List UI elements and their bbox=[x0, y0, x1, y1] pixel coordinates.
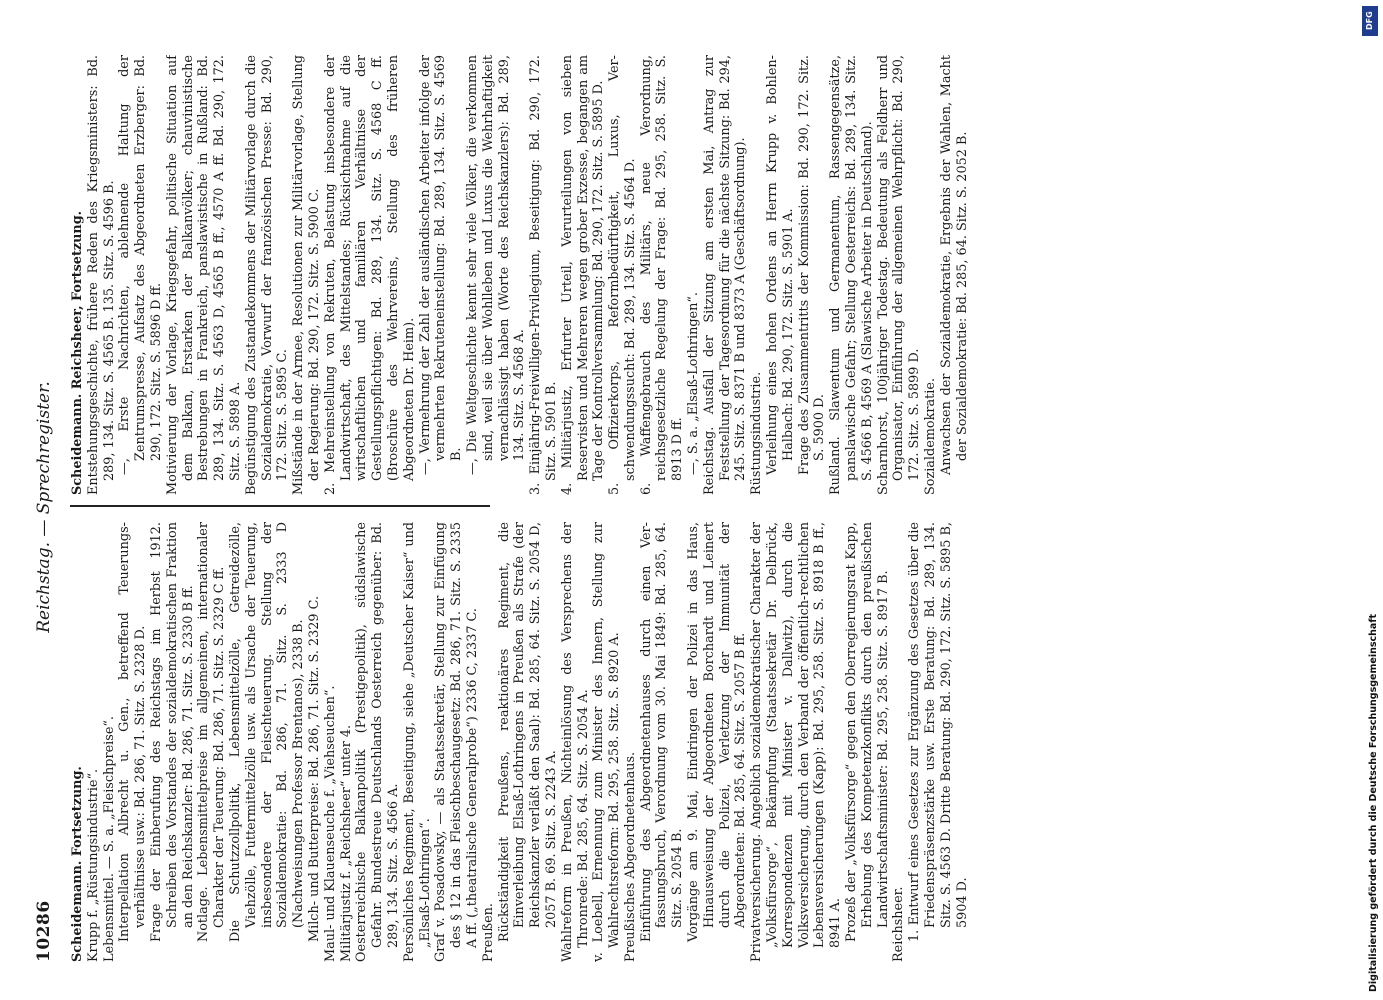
register-entry: —, Die Weltgeschichte kennt sehr viele Völker, die verkommen sind, weil sie über Wohlleben und Luxus die Wehrhaftigkeit vernachlässigt haben (Worte des Reichskanzlers): Bd. 289, 134. Sitz. S. 4568 A. bbox=[464, 55, 528, 475]
register-entry: Privatversicherung. Angeblich sozialdemokratischer Charakter der „Volksfürsorge“, Bekämpfung (Staatssekretär Dr. Delbrück, Korrespondenzen mit Minister v. Dallwitz), durch die Volksversicherung, durch den Verband der öffentlich-rechtlichen Lebensversicherungen (Kapp): Bd. 295, 258. Sitz. S. 8918 B ff., 8941 A. bbox=[749, 522, 844, 962]
register-entry: 4. Militärjustiz, Erfurter Urteil, Verurteilungen von sieben Reservisten und Mehreren wegen grober Exzesse, begangen am Tage der Kontrollversammlung: Bd. 290, 172. Sitz. S. 5895 D. bbox=[559, 55, 607, 495]
digitization-credit: Digitalisierung gefördert durch die Deutsche Forschungsgemeinschaft bbox=[1368, 614, 1379, 992]
register-entry: Vorgänge am 9. Mai, Eindringen der Polizei in das Haus, Hinausweisung der Abgeordneten Borchardt und Leinert durch die Polizei, Verletzung der Immunität der Abgeordneten: Bd. 285, 64. Sitz. S. 2057 B ff. bbox=[686, 522, 749, 942]
register-entry: Reichstag. Ausfall der Sitzung am ersten Mai, Antrag zur Feststellung der Tagesordnung für die nächste Sitzung: Bd. 294, 245. Sitz. S. 8371 B und 8373 A (Geschäftsordnung). bbox=[701, 55, 749, 495]
register-entry: Die Schutzzollpolitik, Lebensmittelzölle, Getreidezölle, Viehzölle, Futtermittelzölle usw. als Ursache der Teuerung, insbesondere der Fleischteuerung. Stellung der Sozialdemokratie: Bd. 286, 71. Sitz. S. 2333 D (Nachweisungen Professor Brentanos), 2338 B. bbox=[227, 522, 307, 942]
register-entry: Graf v. Posadowsky, — als Staatssekretär, Stellung zur Einfügung des § 12 in das Fleischbeschaugesetz: Bd. 286, 71. Sitz. S. 2335 A ff. („theatralische Generalprobe“) 2336 C, 2337 C. bbox=[433, 522, 480, 962]
register-entry: Frage des Zusammentritts der Kommission: Bd. 290, 172. Sitz. S. 5900 D. bbox=[796, 55, 828, 475]
register-entry: Wahlreform in Preußen, Nichteinlösung des Versprechens der Thronrede: Bd. 285, 64. Sitz. S. 2054 A. bbox=[559, 522, 591, 962]
register-entry: Motivierung der Vorlage, Kriegsgefahr, politische Situation auf dem Balkan, Erstarken der Balkanvölker; chauvinistische Bestrebungen in Frankreich, panslawistische in Rußland: Bd. 289, 134. Sitz. S. 4563 D, 4565 B ff., 4570 A ff. Bd. 290, 172. Sitz. S. 5898 A. bbox=[164, 55, 243, 495]
register-entry: 6. Waffengebrauch des Militärs, neue Verordnung, reichsgesetzliche Regelung der Frage: Bd. 295, 258. Sitz. S. 8913 D ff. bbox=[638, 55, 686, 495]
register-entry: Frage der Einberufung des Reichstags im Herbst 1912. Schreiben des Vorstandes der sozialdemokratischen Fraktion an den Reichskanzler: Bd. 286, 71. Sitz. S. 2330 B ff. bbox=[148, 522, 196, 942]
register-entry: v. Loebell, Ernennung zum Minister des Innern, Stellung zur Wahlrechtsreform: Bd. 295, 258. Sitz. S. 8920 A. bbox=[591, 522, 623, 962]
register-entry: Rußland. Slawentum und Germanentum, Rassengegensätze, panslawische Gefahr; Stellung Oesterreichs: Bd. 289, 134. Sitz. S. 4566 B, 4569 A (Slawische Arbeiter in Deutschland). bbox=[828, 55, 875, 495]
running-title: Reichstag. — Sprechregister. bbox=[34, 381, 54, 633]
page-number: 10286 bbox=[34, 900, 54, 962]
register-entry: Entstehungsgeschichte, frühere Reden des Kriegsministers: Bd. 289, 134. Sitz. S. 4565 B. 135. Sitz. S. 4596 B. bbox=[85, 55, 117, 495]
left-column bbox=[70, 522, 1359, 962]
register-entry: Prozeß der „Volksfürsorge“ gegen den Oberregierungsrat Kapp, Erhebung des Kompetenzkonflikts durch den preußischen Landwirtschaftsminister: Bd. 295, 258. Sitz. S. 8917 B. bbox=[844, 522, 891, 942]
register-entry: 3. Einjährig-Freiwilligen-Privilegium, Beseitigung: Bd. 290, 172. Sitz. S. 5901 B. bbox=[528, 55, 559, 495]
register-entry: 1. Entwurf eines Gesetzes zur Ergänzung des Gesetzes über die Friedenspräsenzstärke usw. Erste Beratung: Bd. 289, 134. Sitz. S. 4563 D. Dritte Beratung: Bd. 290, 172. Sitz. S. 5895 B, 5904 D. bbox=[907, 522, 970, 942]
register-entry: 2. Mehreinstellung von Rekruten, Belastung insbesondere der Landwirtschaft, des Mittelstandes; Rücksichtnahme auf die wirtschaftlichen und familiären Verhältnisse der Gestellungspflichtigen: Bd. 289, 134. Sitz. S. 4568 C ff. (Broschüre des Wehrvereins, Stellung des früheren Abgeordneten Dr. Heim). bbox=[322, 55, 417, 495]
section-heading: Scheidemann. Reichsheer, Fortsetzung. bbox=[70, 210, 85, 495]
register-entry: Notlage. Lebensmittelpreise im allgemeinen, internationaler Charakter der Teuerung: Bd. 286, 71. Sitz. S. 2329 C ff. bbox=[196, 522, 228, 942]
register-entry: Rückständigkeit Preußens, reaktionäres Regiment, die Einverleibung Elsaß-Lothringens in Preußen als Strafe (der Reichskanzler verläßt den Saal): Bd. 285, 64. Sitz. S. 2054 D, 2057 B. 69. Sitz. S. 2243 A. bbox=[496, 522, 559, 942]
register-entry: 5. Offizierkorps, Reformbedürftigkeit, Luxus, Verschwendungssucht: Bd. 289, 134. Sitz. S. 4564 D. bbox=[607, 55, 638, 495]
register-entry: —, S. a. „Elsaß-Lothringen“. bbox=[686, 292, 702, 475]
register-entry: Preußisches Abgeordnetenhaus. bbox=[622, 751, 638, 962]
dfg-logo: DFG bbox=[1362, 6, 1378, 36]
register-entry: Oesterreichische Balkanpolitik (Prestigepolitik), südslawische Gefahr. Bundestreue Deutschlands Oesterreich gegenüber: Bd. 289, 134. Sitz. S. 4566 A. bbox=[354, 522, 401, 962]
register-entry: Krupp f. „Rüstungsindustrie“. bbox=[85, 768, 101, 962]
register-entry: Scharnhorst, 100jähriger Todestag. Bedeutung als Feldherr und Organisator, Einführung der allgemeinen Wehrpflicht: Bd. 290, 172. Sitz. S. 5899 D. bbox=[875, 55, 923, 495]
register-entry: Mißstände in der Armee, Resolutionen zur Militärvorlage, Stellung der Regierung: Bd. 290, 172. Sitz. S. 5900 C. bbox=[291, 55, 322, 495]
register-entry: Preußen. bbox=[480, 903, 496, 962]
register-entry: Verleihung eines hohen Ordens an Herrn Krupp v. Bohlen-Halbach: Bd. 290, 172. Sitz. S. 5901 A. bbox=[765, 55, 796, 475]
register-entry: Anwachsen der Sozialdemokratie, Ergebnis der Wahlen, Macht der Sozialdemokratie: Bd. 285, 64. Sitz. S. 2052 B. bbox=[938, 55, 970, 475]
register-entry: Interpellation Albrecht u. Gen., betreffend Teuerungsverhältnisse usw.: Bd. 286, 71. Sitz. S. 2328 D. bbox=[117, 522, 149, 942]
register-entry: Rüstungsindustrie. bbox=[749, 371, 765, 495]
register-entry: Reichsheer. bbox=[891, 886, 907, 962]
register-entry: Militärjustiz f. „Reichsheer“ unter 4. bbox=[338, 724, 354, 962]
right-column bbox=[70, 55, 1359, 495]
register-entry: Milch- und Butterpreise: Bd. 286, 71. Sitz. S. 2329 C. bbox=[306, 595, 322, 942]
register-entry: Einführung des Abgeordnetenhauses durch einen Verfassungsbruch, Verordnung vom 30. Mai 1849: Bd. 285, 64. Sitz. S. 2054 B. bbox=[638, 522, 686, 942]
register-entry: Lebensmittel. — S. a. „Fleischpreise“. bbox=[101, 715, 117, 962]
register-entry: —, Vermehrung der Zahl der ausländischen Arbeiter infolge der vermehrten Rekruteneinstellung: Bd. 289, 134. Sitz. S. 4569 B. bbox=[417, 55, 465, 475]
register-entry: —, Erste Nachrichten, ablehnende Haltung der Zentrumspresse, Aufsatz des Abgeordneten Erzberger: Bd. 290, 172. Sitz. S. 5896 D ff. bbox=[117, 55, 164, 475]
register-entry: Maul- und Klauenseuche f. „Viehseuchen“. bbox=[322, 685, 338, 962]
register-entry: Persönliches Regiment, Beseitigung, siehe „Deutscher Kaiser“ und „Elsaß-Lothringen“. bbox=[401, 522, 433, 962]
running-header bbox=[32, 52, 56, 962]
section-heading: Scheidemann. Fortsetzung. bbox=[70, 766, 85, 962]
column-rule bbox=[70, 506, 490, 508]
register-entry: Sozialdemokratie. bbox=[923, 377, 939, 495]
register-entry: Begünstigung des Zustandekommens der Militärvorlage durch die Sozialdemokratie, Vorwurf der französischen Presse: Bd. 290, 172. Sitz. S. 5895 C. bbox=[243, 55, 291, 495]
